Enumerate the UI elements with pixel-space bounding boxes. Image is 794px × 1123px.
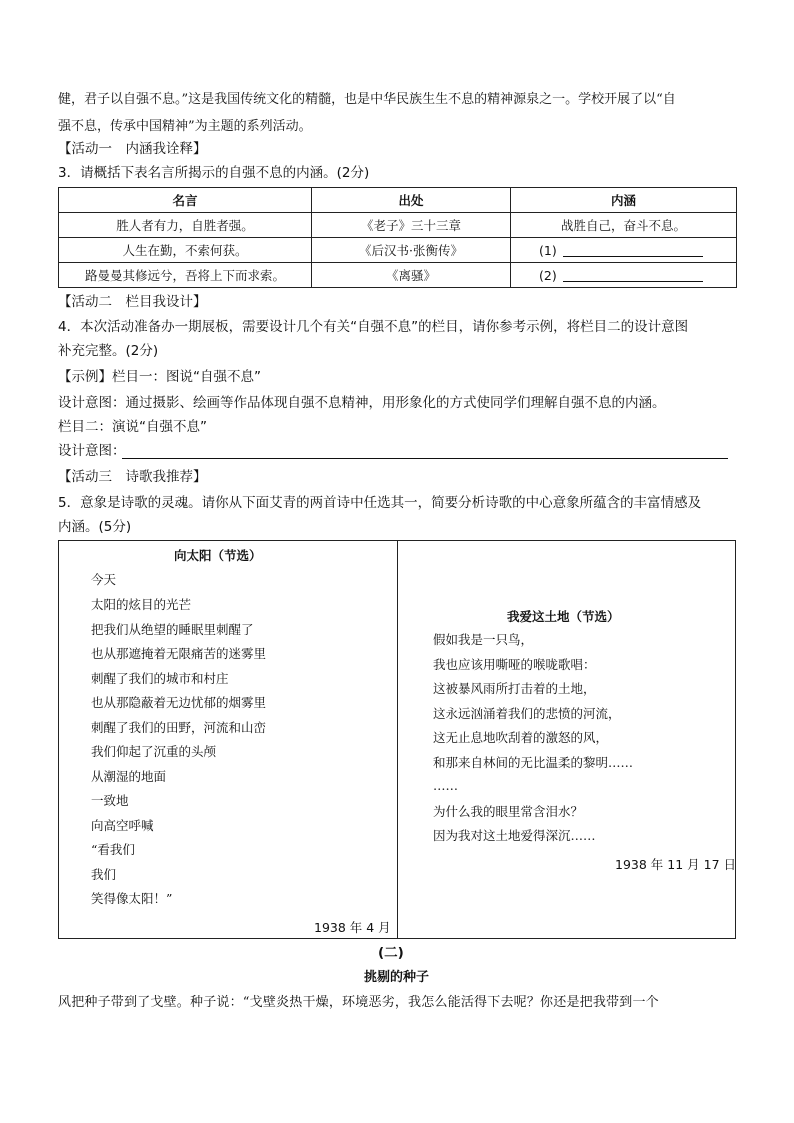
intro-line-2: 强不息，传承中国精神”为主题的系列活动。 — [58, 119, 312, 134]
poem-1-line: 笑得像太阳！” — [91, 891, 173, 906]
column-2-intent-label: 设计意图： — [58, 443, 126, 459]
section-2-number: (二) — [378, 945, 404, 961]
question-4-line-1: 4．本次活动准备办一期展板，需要设计几个有关“自强不息”的栏目，请你参考示例，将栏目二的设计意图 — [58, 319, 689, 335]
story-title: 挑剔的种子 — [364, 970, 430, 985]
poem-2-line: 因为我对这土地爱得深沉…… — [433, 828, 596, 843]
activity3-heading: 【活动三 诗歌我推荐】 — [58, 469, 207, 485]
quote-table — [58, 187, 737, 288]
poem-2-line: 这永远汹涌着我们的悲愤的河流， — [433, 706, 621, 721]
intro-line-1: 健，君子以自强不息。”这是我国传统文化的精髓，也是中华民族生生不息的精神源泉之一。学校开展了以“自 — [58, 92, 676, 107]
poem-1-line: 我们 — [91, 867, 117, 882]
table-header: 出处 — [312, 188, 511, 213]
poem-1-line: 刺醒了我们的城市和村庄 — [91, 671, 229, 686]
poem-1-line: 一致地 — [91, 793, 129, 808]
answer-number: (2) — [539, 268, 557, 283]
table-header: 内涵 — [511, 188, 737, 213]
poem-1-line: 我们仰起了沉重的头颅 — [91, 744, 217, 759]
poem-2-line: 假如我是一只鸟， — [433, 632, 534, 647]
poems-divider — [397, 541, 398, 938]
example-column-1: 【示例】栏目一：图说“自强不息” — [58, 369, 261, 385]
poem-1-line: 刺醒了我们的田野，河流和山峦 — [91, 720, 267, 735]
quote-cell: 人生在勤，不索何获。 — [59, 238, 312, 263]
question-5-line-1: 5．意象是诗歌的灵魂。请你从下面艾青的两首诗中任选其一，简要分析诗歌的中心意象所蕴含的丰富情感及 — [58, 495, 702, 511]
meaning-cell: 战胜自己，奋斗不息。 — [511, 213, 737, 238]
table-row — [59, 213, 737, 238]
table-header-row — [59, 188, 737, 213]
poem-2-line: 和那来自林间的无比温柔的黎明…… — [433, 755, 634, 770]
poem-1-line: 也从那遮掩着无限痛苦的迷雾里 — [91, 646, 267, 661]
example-intent: 设计意图：通过摄影、绘画等作品体现自强不息精神，用形象化的方式使同学们理解自强不息的内涵。 — [58, 395, 666, 411]
poem-1-line: 也从那隐蔽着无边忧郁的烟雾里 — [91, 695, 267, 710]
poems-box — [58, 540, 736, 939]
poem-2-title: 我爱这土地（节选） — [507, 609, 620, 624]
poem-1-date: 1938 年 4 月 — [314, 920, 391, 935]
poem-2-line: …… — [433, 778, 458, 793]
poem-1-line: 把我们从绝望的睡眠里刺醒了 — [91, 622, 254, 637]
poem-2-date: 1938 年 11 月 17 日 — [615, 857, 736, 872]
poem-2-line: 这被暴风雨所打击着的土地， — [433, 681, 596, 696]
source-cell: 《老子》三十三章 — [312, 213, 511, 238]
question-4-line-2: 补充完整。(2分) — [58, 343, 159, 359]
table-row — [59, 238, 737, 263]
poem-1-line: 向高空呼喊 — [91, 818, 154, 833]
answer-blank-2[interactable] — [563, 267, 703, 282]
column-2: 栏目二：演说“自强不息” — [58, 419, 207, 435]
poem-1-line: 今天 — [91, 572, 117, 587]
answer-blank-1[interactable] — [563, 242, 703, 257]
activity2-heading: 【活动二 栏目我设计】 — [58, 294, 207, 310]
answer-number: (1) — [539, 243, 557, 258]
activity1-heading: 【活动一 内涵我诠释】 — [58, 141, 207, 157]
meaning-cell — [511, 263, 737, 288]
column-2-intent-blank[interactable] — [122, 458, 728, 459]
poem-2-line: 为什么我的眼里常含泪水？ — [433, 804, 584, 819]
poem-1-title: 向太阳（节选） — [174, 548, 262, 563]
quote-cell: 路曼曼其修远兮，吾将上下而求索。 — [59, 263, 312, 288]
poem-2-line: 我也应该用嘶哑的喉咙歌唱： — [433, 657, 596, 672]
story-line-1: 风把种子带到了戈壁。种子说：“戈壁炎热干燥，环境恶劣，我怎么能活得下去呢？你还是把我带到一个 — [58, 995, 659, 1010]
table-row — [59, 263, 737, 288]
poem-2-line: 这无止息地吹刮着的激怒的风， — [433, 730, 609, 745]
table-header: 名言 — [59, 188, 312, 213]
question-5-line-2: 内涵。(5分) — [58, 519, 132, 535]
source-cell: 《后汉书·张衡传》 — [312, 238, 511, 263]
question-3: 3．请概括下表名言所揭示的自强不息的内涵。(2分) — [58, 165, 370, 181]
quote-cell: 胜人者有力，自胜者强。 — [59, 213, 312, 238]
poem-1-line: “看我们 — [91, 842, 135, 857]
meaning-cell — [511, 238, 737, 263]
poem-1-line: 太阳的炫目的光芒 — [91, 597, 192, 612]
source-cell: 《离骚》 — [312, 263, 511, 288]
poem-1-line: 从潮湿的地面 — [91, 769, 167, 784]
